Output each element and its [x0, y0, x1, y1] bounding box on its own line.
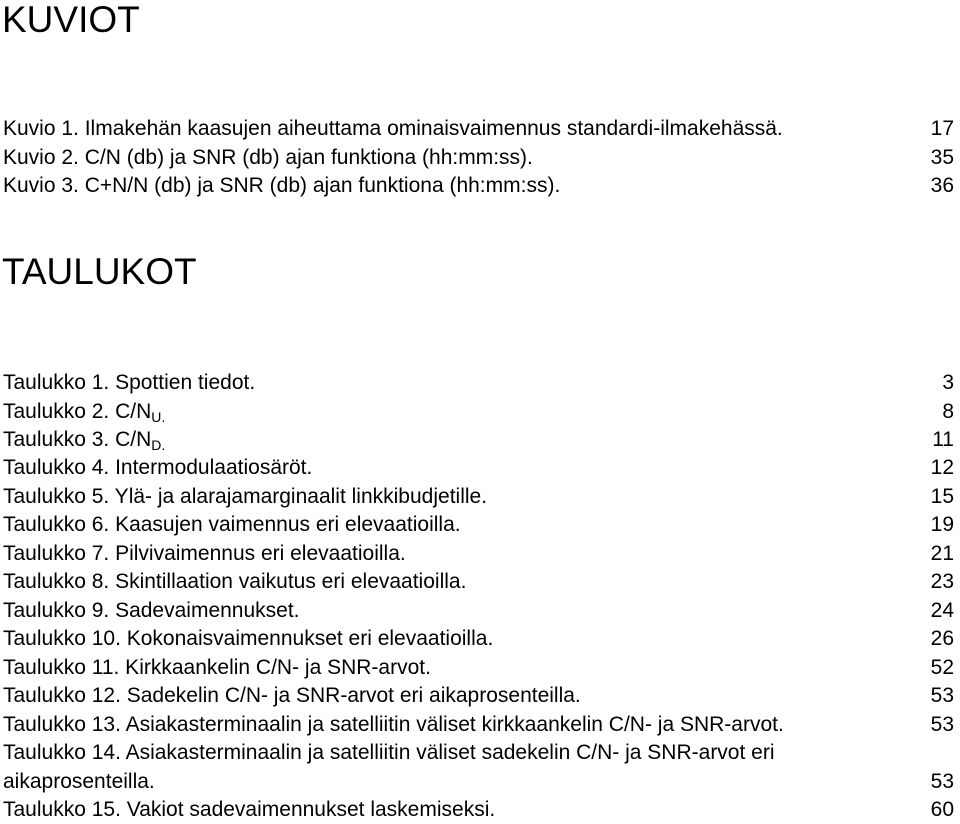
entry-page: 52	[930, 656, 954, 679]
entry-label: Taulukko 5. Ylä- ja alarajamarginaalit linkkibudjetille.	[3, 485, 488, 508]
entry-label: Taulukko 13. Asiakasterminaalin ja satelliitin väliset kirkkaankelin C/N- ja SNR-arvot.	[3, 713, 784, 736]
table-entry	[3, 368, 954, 397]
entry-label: Taulukko 10. Kokonaisvaimennukset eri elevaatioilla.	[3, 627, 494, 650]
entry-label: Kuvio 2. C/N (db) ja SNR (db) ajan funktiona (hh:mm:ss).	[3, 146, 533, 169]
entry-label: Taulukko 7. Pilvivaimennus eri elevaatioilla.	[3, 542, 406, 565]
entry-label: Taulukko 11. Kirkkaankelin C/N- ja SNR-arvot.	[3, 656, 431, 679]
entry-label: Taulukko 8. Skintillaation vaikutus eri elevaatioilla.	[3, 570, 467, 593]
table-entry	[3, 425, 954, 454]
table-entry	[3, 681, 954, 710]
entry-page: 17	[930, 117, 954, 140]
figure-entry	[3, 143, 954, 172]
entry-label: Taulukko 14. Asiakasterminaalin ja satelliitin väliset sadekelin C/N- ja SNR-arvot eri	[3, 741, 775, 764]
entry-label-text: Taulukko 3. C/N	[3, 428, 152, 451]
entry-page: 24	[930, 599, 954, 622]
table-entry	[3, 653, 954, 682]
entry-page: 19	[930, 513, 954, 536]
table-entry	[3, 795, 954, 824]
table-entry	[3, 710, 954, 739]
figure-entry	[3, 171, 954, 200]
entry-page: 53	[930, 770, 954, 793]
entry-label: Taulukko 1. Spottien tiedot.	[3, 371, 256, 394]
table-entry	[3, 624, 954, 653]
entry-page: 3	[942, 371, 954, 394]
table-entry	[3, 453, 954, 482]
entry-label-text: Taulukko 2. C/N	[3, 400, 152, 423]
entry-page: 11	[932, 428, 954, 451]
entry-page: 26	[930, 627, 954, 650]
entry-page: 53	[930, 684, 954, 707]
kuviot-heading: KUVIOT	[2, 0, 140, 40]
table-entry	[3, 397, 954, 426]
entry-page: 21	[930, 542, 954, 565]
entry-label: Kuvio 1. Ilmakehän kaasujen aiheuttama ominaisvaimennus standardi-ilmakehässä.	[3, 117, 783, 140]
entry-page: 53	[930, 713, 954, 736]
entry-label: Taulukko 12. Sadekelin C/N- ja SNR-arvot eri aikaprosenteilla.	[3, 684, 581, 707]
entry-subscript: U.	[151, 409, 166, 425]
entry-label: aikaprosenteilla.	[3, 770, 155, 793]
table-entry	[3, 596, 954, 625]
entry-label: Taulukko 9. Sadevaimennukset.	[3, 599, 300, 622]
entry-label	[3, 425, 165, 456]
table-entry	[3, 482, 954, 511]
entry-label: Taulukko 4. Intermodulaatiosäröt.	[3, 456, 313, 479]
entry-subscript: D.	[151, 437, 166, 453]
entry-label: Taulukko 15. Vakiot sadevaimennukset laskemiseksi.	[3, 798, 496, 821]
table-entry	[3, 738, 954, 767]
entry-page: 36	[930, 174, 954, 197]
figure-entry	[3, 114, 954, 143]
entry-page: 12	[930, 456, 954, 479]
entry-page: 15	[930, 485, 954, 508]
table-entry	[3, 567, 954, 596]
table-entry	[3, 539, 954, 568]
entry-page: 60	[930, 798, 954, 821]
entry-page: 8	[942, 400, 954, 423]
table-entry	[3, 510, 954, 539]
entry-page: 35	[930, 146, 954, 169]
taulukot-heading: TAULUKOT	[2, 251, 197, 292]
entry-page: 23	[930, 570, 954, 593]
entry-label: Kuvio 3. C+N/N (db) ja SNR (db) ajan funktiona (hh:mm:ss).	[3, 174, 561, 197]
entry-label	[3, 397, 165, 428]
table-entry	[3, 767, 954, 796]
entry-label: Taulukko 6. Kaasujen vaimennus eri elevaatioilla.	[3, 513, 461, 536]
